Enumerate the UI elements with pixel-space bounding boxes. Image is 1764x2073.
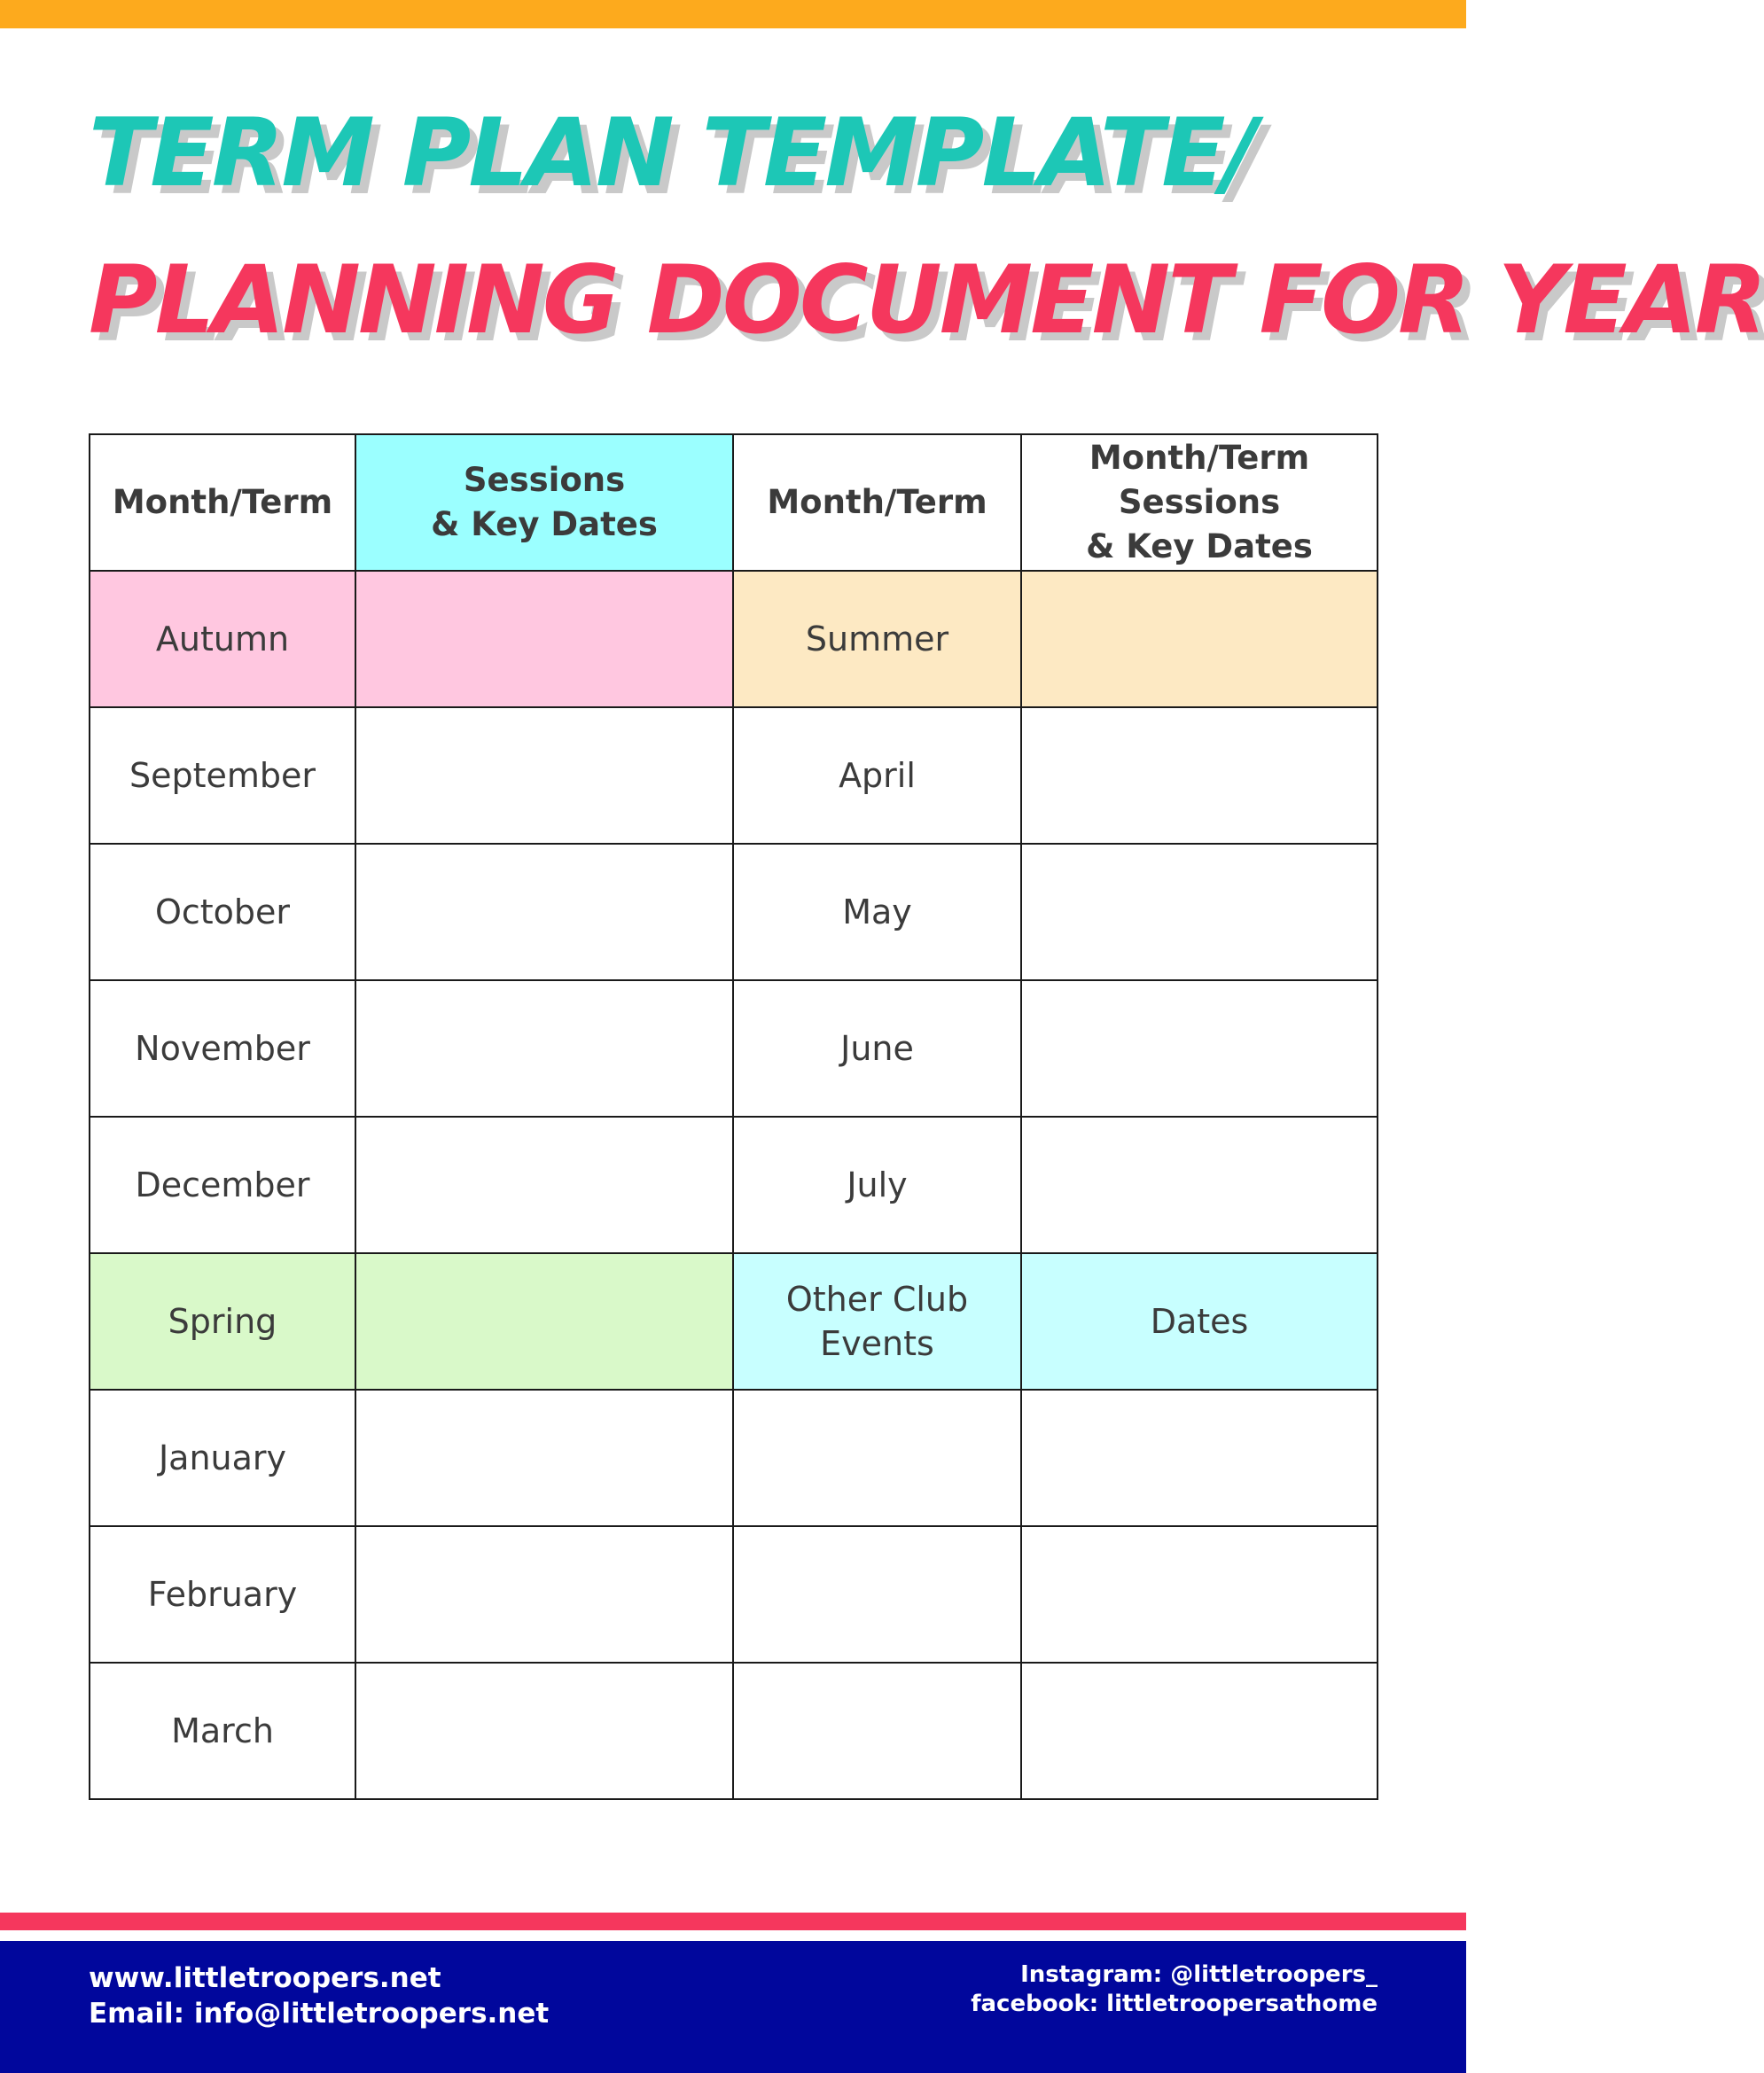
- entry-cell[interactable]: [1021, 571, 1378, 707]
- header-sessions-key-dates-left: Sessions & Key Dates: [355, 434, 733, 571]
- header-sessions-key-dates-right: Month/Term Sessions & Key Dates: [1021, 434, 1378, 571]
- event-date-cell[interactable]: [1021, 1663, 1378, 1799]
- table-row: [90, 1253, 1378, 1390]
- table-row: [90, 1390, 1378, 1526]
- month-cell: February: [90, 1526, 355, 1663]
- month-cell: April: [733, 707, 1021, 844]
- footer-social-right: [971, 1960, 1378, 2019]
- entry-cell[interactable]: [355, 571, 733, 707]
- term-cell-summer: Summer: [733, 571, 1021, 707]
- month-cell: December: [90, 1117, 355, 1253]
- entry-cell[interactable]: [355, 1390, 733, 1526]
- month-cell: November: [90, 980, 355, 1117]
- event-date-cell[interactable]: [1021, 1526, 1378, 1663]
- page-title-line-1: TERM PLAN TEMPLATE/: [89, 98, 1255, 207]
- event-cell[interactable]: [733, 1390, 1021, 1526]
- table-row: [90, 707, 1378, 844]
- event-date-cell[interactable]: [1021, 1390, 1378, 1526]
- table-row: [90, 1526, 1378, 1663]
- month-cell: September: [90, 707, 355, 844]
- month-cell: July: [733, 1117, 1021, 1253]
- term-cell-spring: Spring: [90, 1253, 355, 1390]
- footer-contact-left: [89, 1960, 549, 2031]
- table-row: [90, 1117, 1378, 1253]
- table-row: [90, 844, 1378, 980]
- footer-instagram-link[interactable]: Instagram: @littletroopers_: [1020, 1961, 1378, 1988]
- table-row: [90, 980, 1378, 1117]
- table-header-row: [90, 434, 1378, 571]
- entry-cell[interactable]: [355, 980, 733, 1117]
- entry-cell[interactable]: [1021, 980, 1378, 1117]
- month-cell: June: [733, 980, 1021, 1117]
- entry-cell[interactable]: [1021, 844, 1378, 980]
- footer-red-stripe: [0, 1913, 1466, 1930]
- entry-cell[interactable]: [355, 1663, 733, 1799]
- table-row: [90, 571, 1378, 707]
- term-cell-autumn: Autumn: [90, 571, 355, 707]
- entry-cell[interactable]: [355, 1526, 733, 1663]
- term-plan-table: [89, 433, 1378, 1800]
- event-cell[interactable]: [733, 1663, 1021, 1799]
- entry-cell[interactable]: [355, 707, 733, 844]
- month-cell: March: [90, 1663, 355, 1799]
- dates-header: Dates: [1021, 1253, 1378, 1390]
- footer-email-link[interactable]: Email: info@littletroopers.net: [89, 1998, 550, 2030]
- table-row: [90, 1663, 1378, 1799]
- month-cell: May: [733, 844, 1021, 980]
- header-month-term-left: Month/Term: [90, 434, 355, 571]
- page-title-line-2: PLANNING DOCUMENT FOR YEAR: [89, 245, 1764, 355]
- entry-cell[interactable]: [1021, 1117, 1378, 1253]
- entry-cell[interactable]: [1021, 707, 1378, 844]
- event-cell[interactable]: [733, 1526, 1021, 1663]
- top-accent-bar: [0, 0, 1466, 28]
- entry-cell[interactable]: [355, 844, 733, 980]
- footer-website-link[interactable]: www.littletroopers.net: [89, 1962, 441, 1994]
- entry-cell[interactable]: [355, 1117, 733, 1253]
- month-cell: January: [90, 1390, 355, 1526]
- month-cell: October: [90, 844, 355, 980]
- footer-facebook-link[interactable]: facebook: littletroopersathome: [971, 1991, 1378, 2017]
- other-club-events-header: Other Club Events: [733, 1253, 1021, 1390]
- entry-cell[interactable]: [355, 1253, 733, 1390]
- header-month-term-right: Month/Term: [733, 434, 1021, 571]
